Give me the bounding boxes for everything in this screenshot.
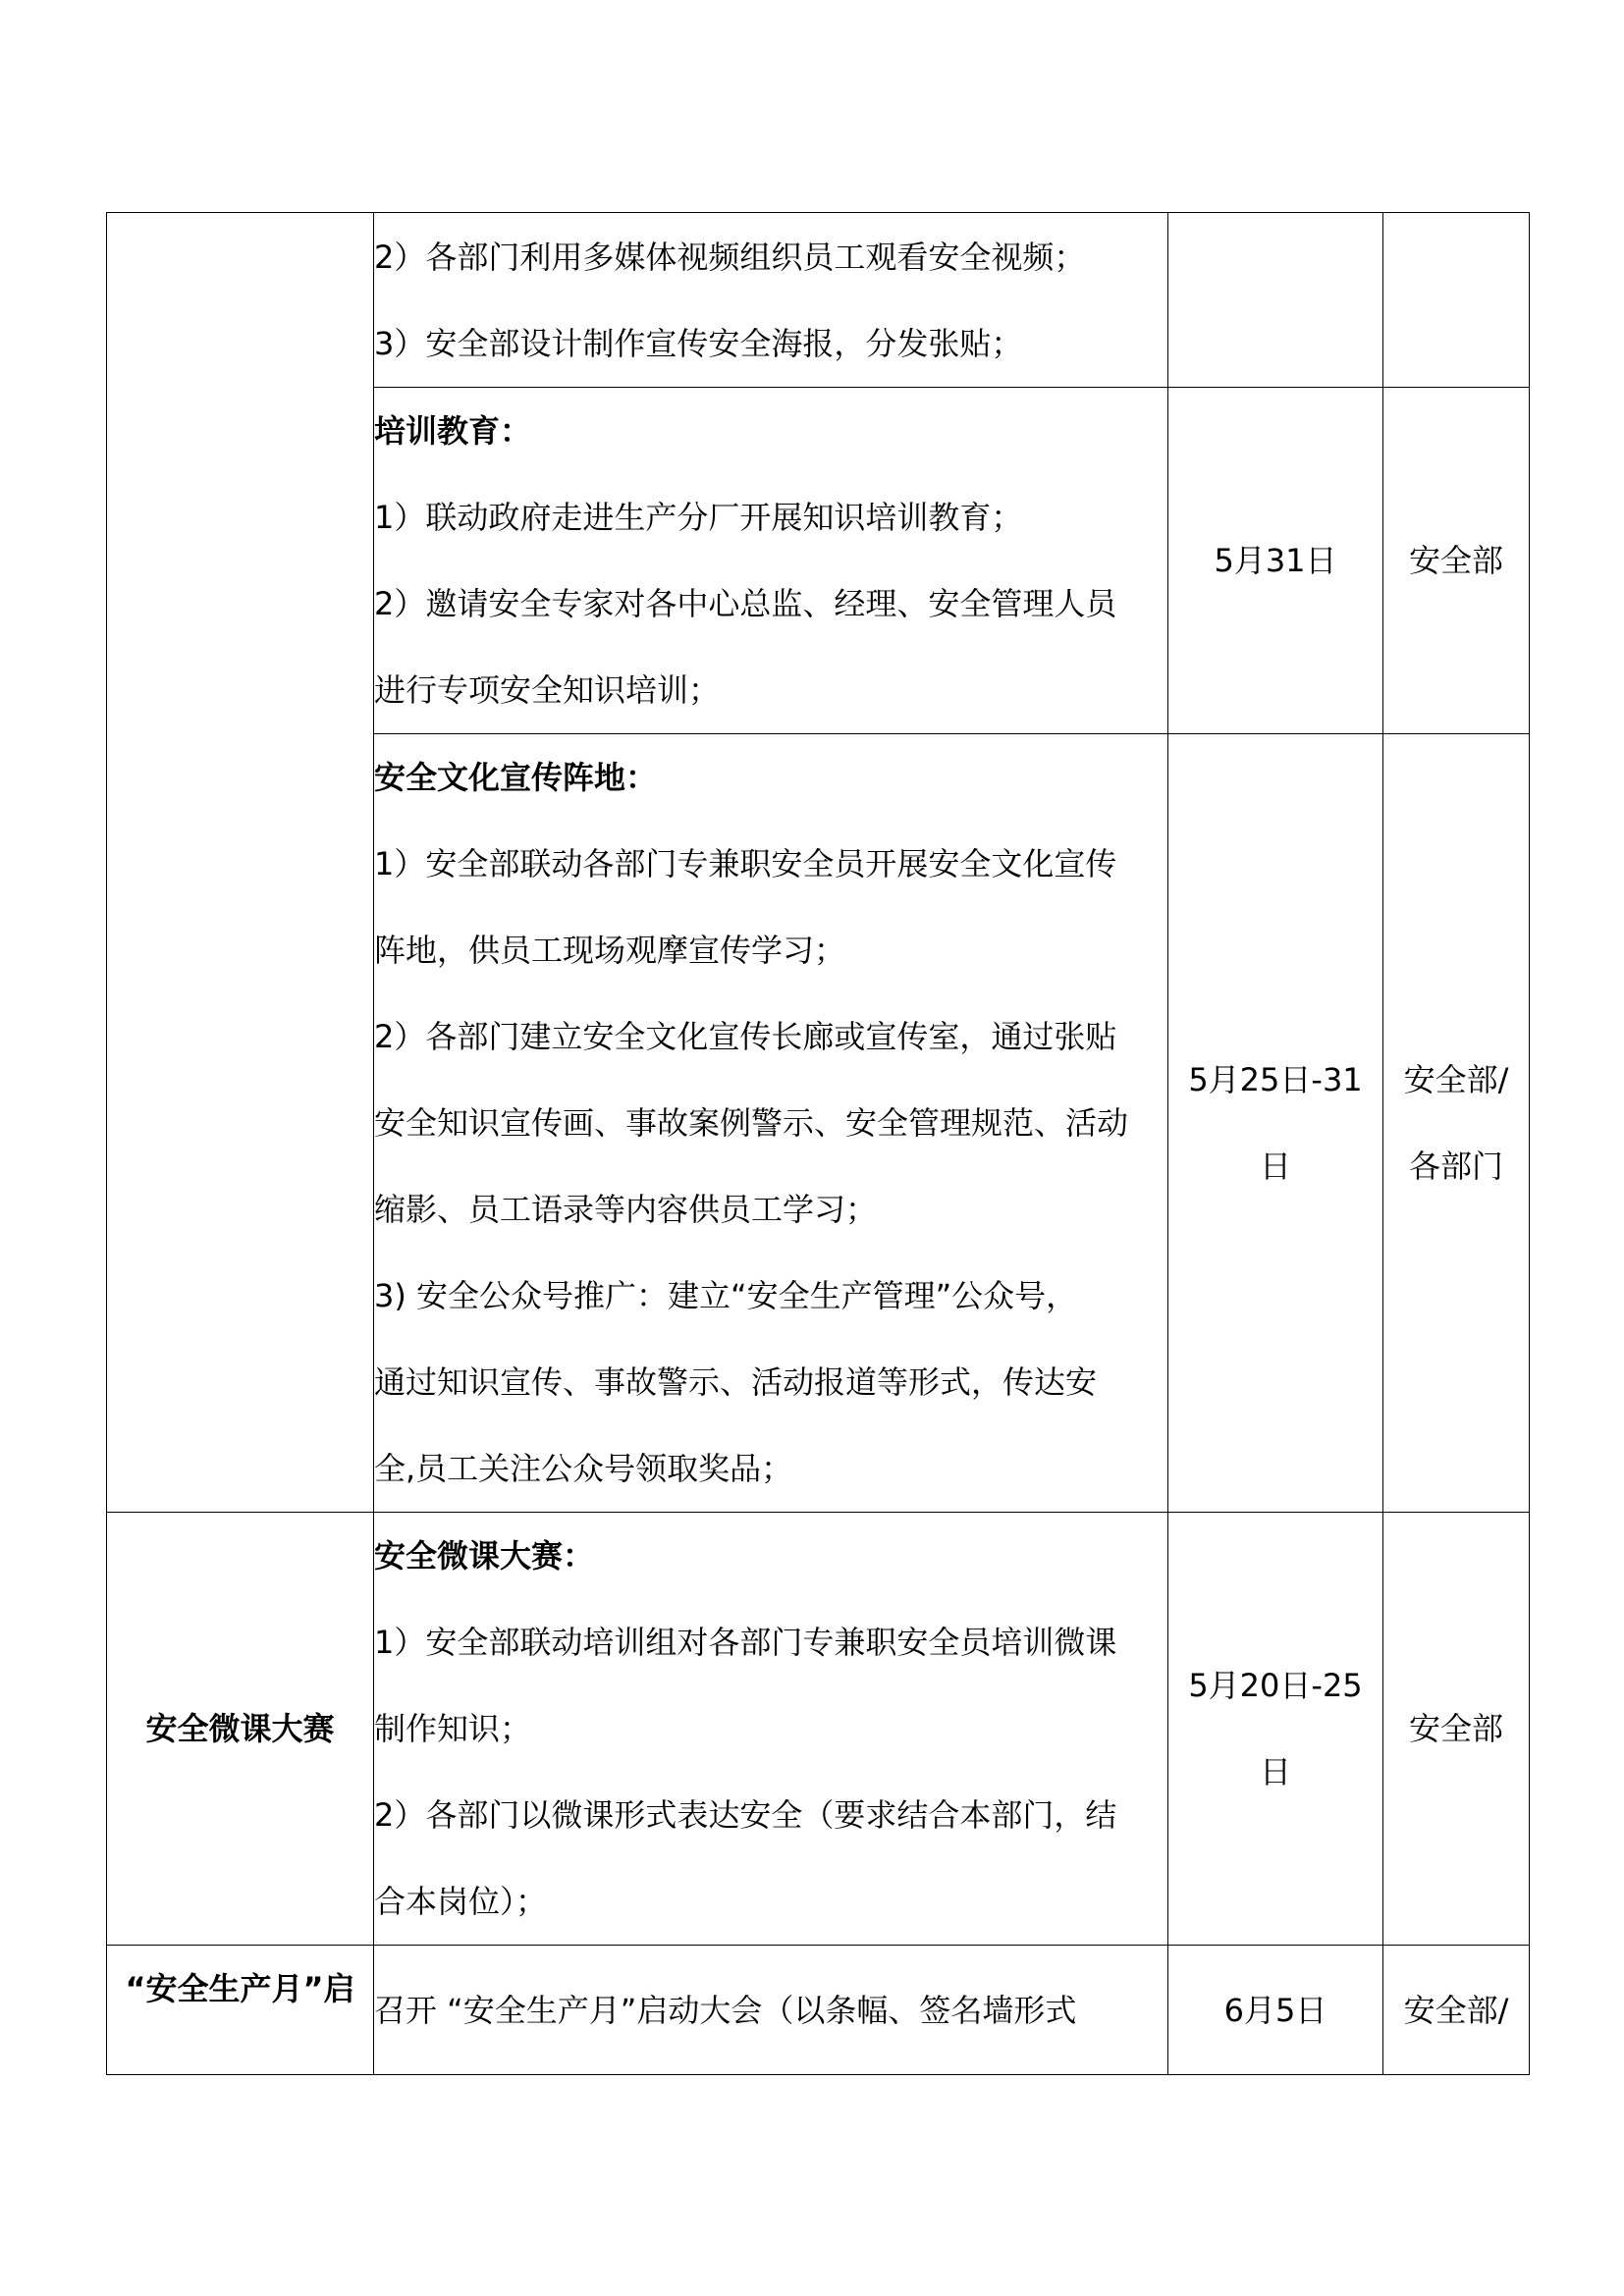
category-cell xyxy=(107,1946,374,2075)
date-text: 6月5日 xyxy=(1223,1991,1327,2029)
category-cell xyxy=(107,1513,374,1946)
content-line: 2）邀请安全专家对各中心总监、经理、安全管理人员 xyxy=(374,585,1117,622)
content-line: 2）各部门以微课形式表达安全（要求结合本部门，结 xyxy=(374,1796,1117,1834)
date-cell xyxy=(1168,1946,1383,2075)
dept-cell xyxy=(1383,388,1530,734)
content-cell xyxy=(374,1513,1168,1946)
content-cell xyxy=(374,1946,1168,2075)
content-line: 2）各部门利用多媒体视频组织员工观看安全视频； xyxy=(374,238,1086,276)
dept-text: 安全部 xyxy=(1408,1710,1503,1747)
content-line: 1）联动政府走进生产分厂开展知识培训教育； xyxy=(374,499,1023,536)
content-line: 阵地，供员工现场观摩宣传学习； xyxy=(374,932,846,969)
content-line: 1）安全部联动各部门专兼职安全员开展安全文化宣传 xyxy=(374,845,1117,882)
activity-plan-table xyxy=(106,212,1530,2075)
date-cell xyxy=(1168,734,1383,1513)
content-title: 培训教育： xyxy=(374,412,532,450)
content-line: 3) 安全公众号推广：建立“安全生产管理”公众号， xyxy=(374,1277,1078,1314)
dept-text: 各部门 xyxy=(1408,1148,1503,1185)
date-text: 5月20日-25 xyxy=(1188,1667,1363,1704)
date-text: 日 xyxy=(1259,1148,1291,1185)
dept-cell xyxy=(1383,1513,1530,1946)
date-cell xyxy=(1168,213,1383,388)
category-cell xyxy=(107,213,374,1513)
dept-cell xyxy=(1383,734,1530,1513)
date-cell xyxy=(1168,1513,1383,1946)
content-line: 制作知识； xyxy=(374,1710,532,1747)
dept-text: 安全部 xyxy=(1408,542,1503,579)
content-title: 安全文化宣传阵地： xyxy=(374,759,658,796)
dept-text: 安全部/ xyxy=(1403,1061,1509,1098)
content-title: 安全微课大赛： xyxy=(374,1537,595,1575)
content-line: 全,员工关注公众号领取奖品； xyxy=(374,1450,793,1487)
content-cell xyxy=(374,388,1168,734)
date-text: 5月31日 xyxy=(1214,542,1337,579)
content-cell xyxy=(374,213,1168,388)
content-line: 进行专项安全知识培训； xyxy=(374,671,721,709)
content-line: 3）安全部设计制作宣传安全海报，分发张贴； xyxy=(374,324,1023,362)
category-text: 安全微课大赛 xyxy=(145,1710,335,1747)
content-line: 通过知识宣传、事故警示、活动报道等形式，传达安 xyxy=(374,1363,1098,1401)
content-line: 1）安全部联动培训组对各部门专兼职安全员培训微课 xyxy=(374,1624,1117,1661)
content-line: 安全知识宣传画、事故案例警示、安全管理规范、活动 xyxy=(374,1104,1129,1142)
table-row xyxy=(107,1946,1530,2075)
table-row xyxy=(107,1513,1530,1946)
content-line: 缩影、员工语录等内容供员工学习； xyxy=(374,1191,878,1228)
date-cell xyxy=(1168,388,1383,734)
dept-text: 安全部/ xyxy=(1403,1991,1509,2029)
dept-cell xyxy=(1383,1946,1530,2075)
date-text: 5月25日-31 xyxy=(1188,1061,1363,1098)
content-line: 合本岗位）； xyxy=(374,1883,548,1920)
table-row xyxy=(107,213,1530,388)
content-line: 2）各部门建立安全文化宣传长廊或宣传室，通过张贴 xyxy=(374,1018,1117,1055)
dept-cell xyxy=(1383,213,1530,388)
category-text: “安全生产月”启 xyxy=(125,1970,355,2007)
content-line: 召开 “安全生产月”启动大会（以条幅、签名墙形式 xyxy=(374,1991,1077,2029)
date-text: 日 xyxy=(1259,1753,1291,1790)
content-cell xyxy=(374,734,1168,1513)
